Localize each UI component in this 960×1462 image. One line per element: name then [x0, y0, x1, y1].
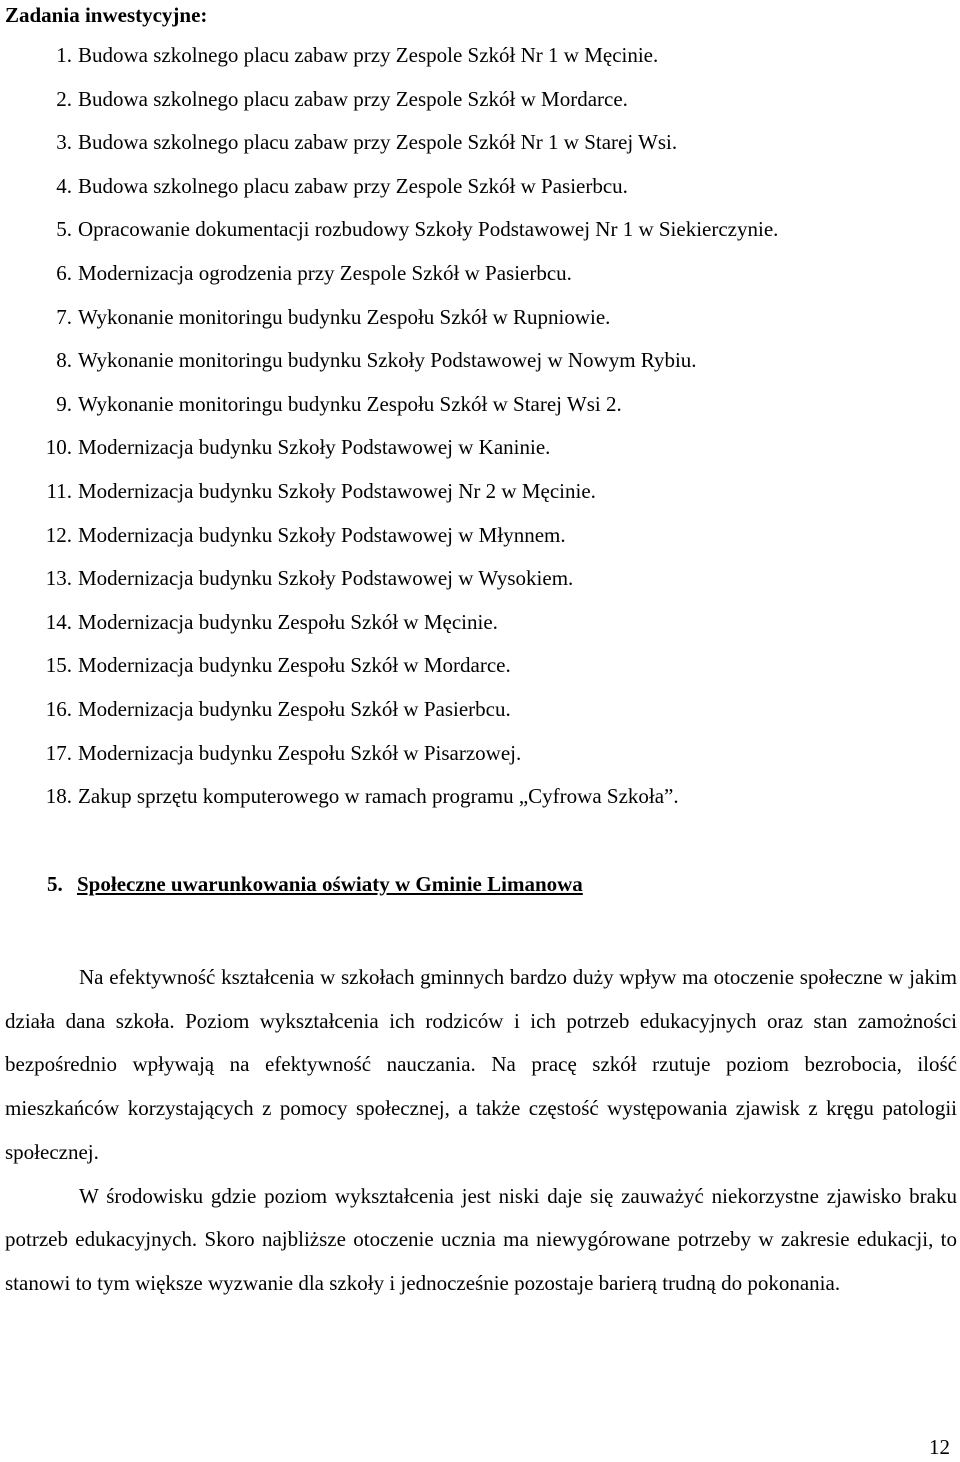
list-item-text: Budowa szkolnego placu zabaw przy Zespole Szkół w Pasierbcu.	[78, 173, 628, 198]
list-item-number: 17.	[45, 740, 72, 765]
section-title: Społeczne uwarunkowania oświaty w Gminie Limanowa	[77, 872, 583, 896]
list-item-text: Modernizacja budynku Zespołu Szkół w Męcinie.	[78, 609, 498, 634]
list-item-number: 10.	[45, 435, 72, 460]
list-item-text: Opracowanie dokumentacji rozbudowy Szkoły Podstawowej Nr 1 w Siekierczynie.	[78, 217, 779, 242]
list-item-number: 15.	[45, 653, 72, 678]
list-item-text: Modernizacja budynku Szkoły Podstawowej w Kaninie.	[78, 435, 551, 460]
page-number: 12	[929, 1435, 950, 1459]
list-item-number: 13.	[45, 566, 72, 591]
list-item-number: 2.	[56, 86, 72, 111]
list-item-number: 3.	[56, 130, 72, 155]
list-item-text: Zakup sprzętu komputerowego w ramach programu „Cyfrowa Szkoła”.	[78, 784, 679, 809]
list-item-text: Wykonanie monitoringu budynku Szkoły Podstawowej w Nowym Rybiu.	[78, 348, 697, 373]
paragraph: W środowisku gdzie poziom wykształcenia jest niski daje się zauważyć niekorzystne zjawisko braku potrzeb edukacyjnych. Skoro najbliższe otoczenie ucznia ma niewygórowane potrzeby w zakresie edukacji, to stanowi to tym większe wyzwanie dla szkoły i jednocześnie pozostaje barierą trudną do pokonania.	[5, 1183, 957, 1295]
list-item-number: 8.	[56, 348, 72, 373]
list-item-text: Budowa szkolnego placu zabaw przy Zespole Szkół Nr 1 w Starej Wsi.	[78, 130, 678, 155]
list-item-text: Modernizacja ogrodzenia przy Zespole Szkół w Pasierbcu.	[78, 260, 572, 285]
list-item-number: 11.	[46, 478, 72, 503]
list-item-number: 9.	[56, 391, 72, 416]
page-heading: Zadania inwestycyjne:	[5, 3, 208, 27]
list-item-number: 4.	[56, 173, 72, 198]
list-item-number: 5.	[56, 217, 72, 242]
list-item-text: Modernizacja budynku Zespołu Szkół w Pisarzowej.	[78, 740, 522, 765]
list-item-number: 16.	[45, 696, 72, 721]
list-item-text: Wykonanie monitoringu budynku Zespołu Szkół w Starej Wsi 2.	[78, 391, 622, 416]
list-item-text: Wykonanie monitoringu budynku Zespołu Szkół w Rupniowie.	[78, 304, 611, 329]
section-number: 5.	[47, 872, 63, 896]
list-item-number: 1.	[56, 43, 72, 67]
list-item-text: Modernizacja budynku Zespołu Szkół w Pasierbcu.	[78, 696, 511, 721]
list-item-number: 18.	[45, 784, 72, 809]
list-item-number: 6.	[56, 260, 72, 285]
list-item-number: 7.	[56, 304, 72, 329]
section-heading	[47, 869, 583, 899]
list-item-text: Modernizacja budynku Szkoły Podstawowej w Młynnem.	[78, 522, 566, 547]
list-item-number: 12.	[45, 522, 72, 547]
list-item-text: Budowa szkolnego placu zabaw przy Zespole Szkół Nr 1 w Męcinie.	[78, 43, 659, 67]
paragraph: Na efektywność kształcenia w szkołach gminnych bardzo duży wpływ ma otoczenie społeczne w jakim działa dana szkoła. Poziom wykształcenia ich rodziców i ich potrzeb edukacyjnych oraz stan zamożności bezpośrednio wpływają na efektywność nauczania. Na pracę szkół rzutuje poziom bezrobocia, ilość mieszkańców korzystających z pomocy społecznej, a także częstość występowania zjawisk z kręgu patologii społecznej.	[5, 965, 957, 1164]
list-item-text: Budowa szkolnego placu zabaw przy Zespole Szkół w Mordarce.	[78, 86, 628, 111]
list-item-text: Modernizacja budynku Szkoły Podstawowej Nr 2 w Męcinie.	[78, 478, 596, 503]
list-item-text: Modernizacja budynku Szkoły Podstawowej w Wysokiem.	[78, 566, 574, 591]
list-item-text: Modernizacja budynku Zespołu Szkół w Mordarce.	[78, 653, 511, 678]
section-body	[5, 956, 957, 1306]
list-item-number: 14.	[45, 609, 72, 634]
